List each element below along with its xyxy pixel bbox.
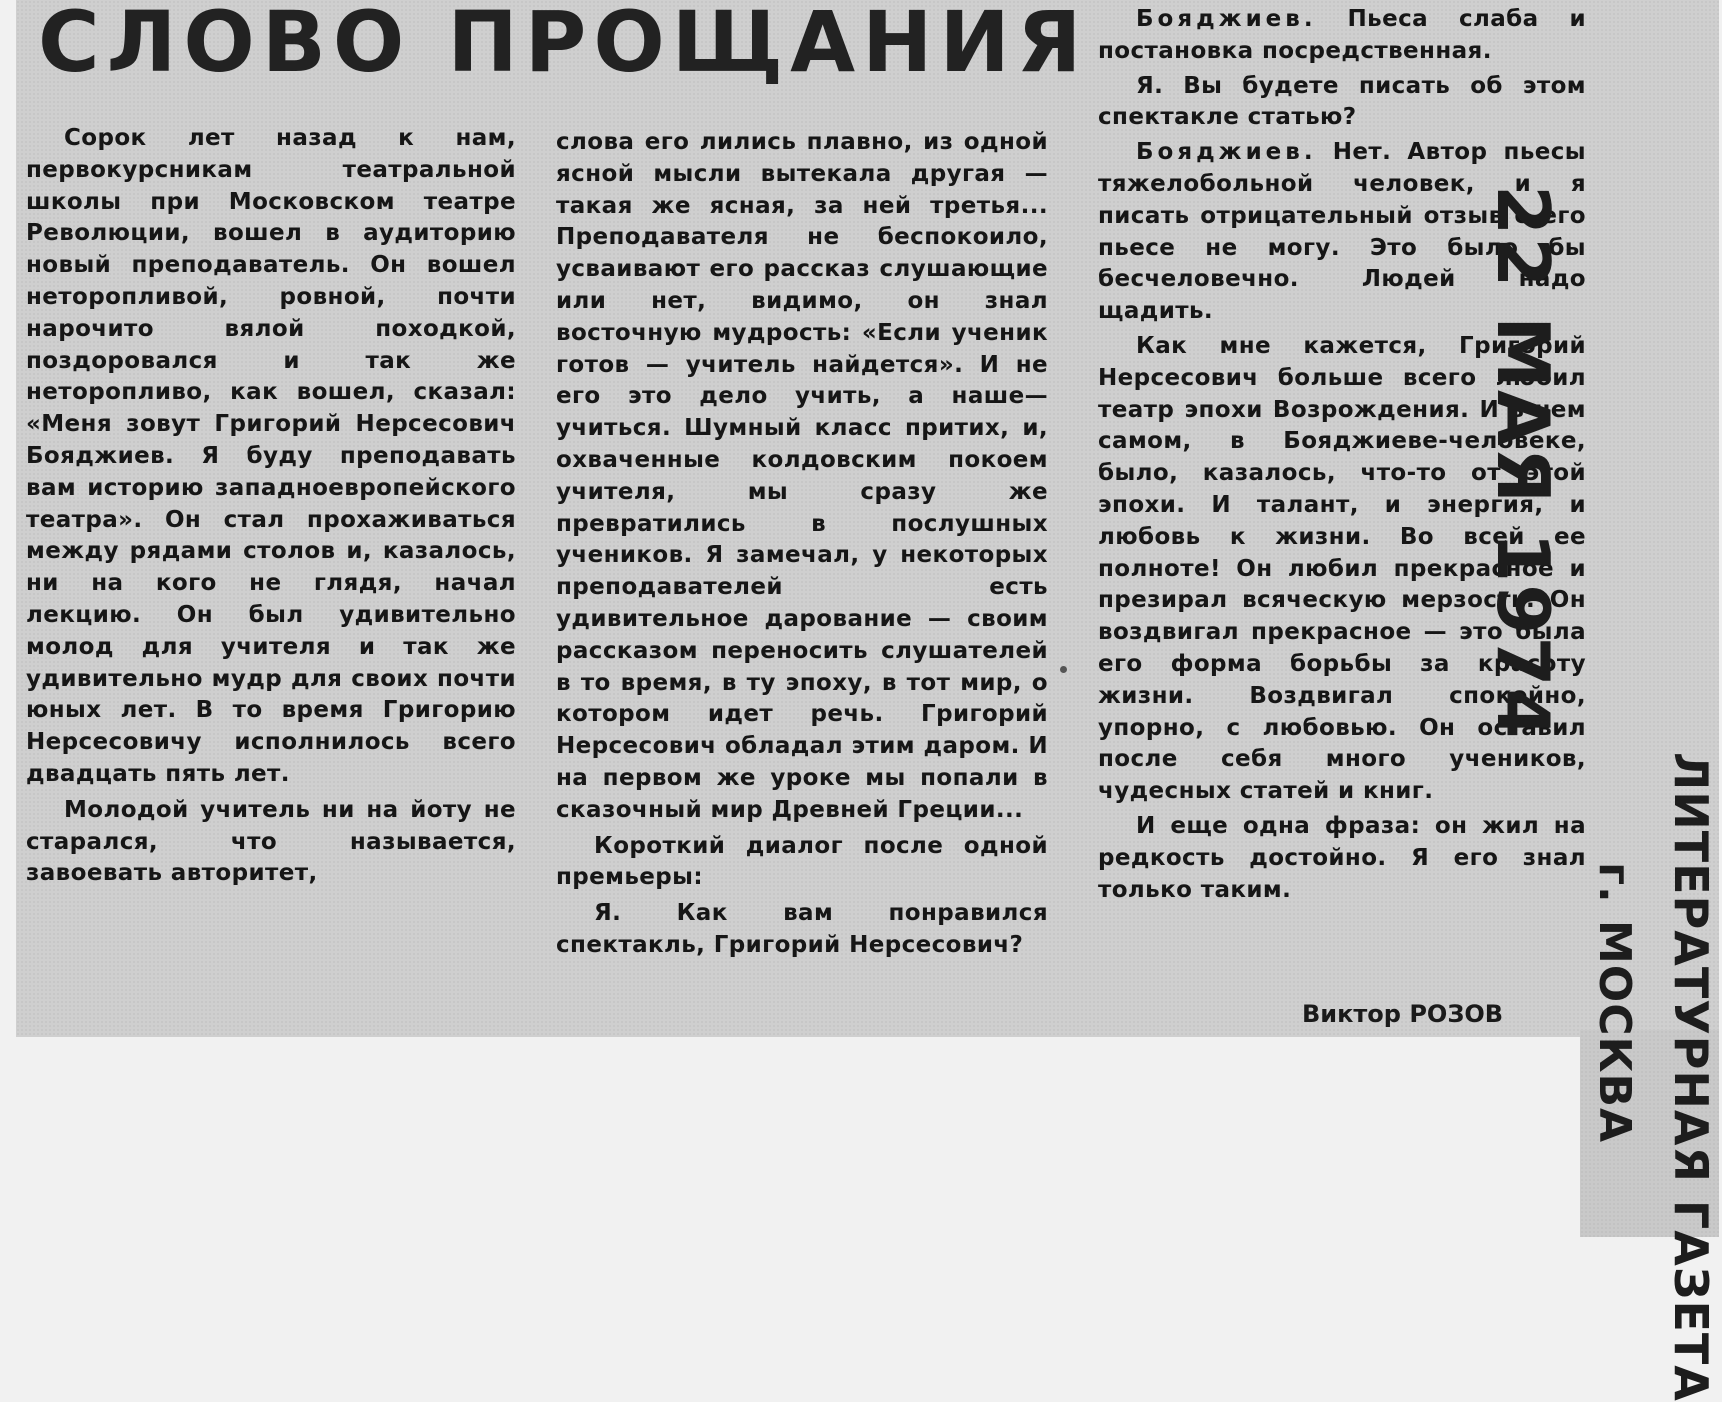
dialogue-text: Нет. Автор пьесы тяжелобольной человек, и я писать отрицательный отзыв о его пьесе не могу. Это было бы бесчеловечно. Людей надо щадить. bbox=[1098, 139, 1586, 325]
article-column-1 bbox=[26, 123, 516, 890]
city-stamp: г. МОСКВА bbox=[1589, 862, 1640, 1144]
paragraph: Как мне кажется, Григорий Нерсесович больше всего любил театр эпохи Возрождения. И в нем самом, в Бояджиеве-человеке, было, казалось, что-то от этой эпохи. И талант, и энергия, и любовь к жизни. Во всей ее полноте! Он любил прекрасное и презирал всяческую мерзость. Он воздвигал прекрасное — это была его форма борьбы за красоту жизни. Воздвигал спокойно, упорно, с любовью. Он оставил после себя много учеников, чудесных статей и книг. bbox=[1098, 332, 1586, 805]
speaker-name: Бояджиев. bbox=[1136, 6, 1317, 32]
dialogue-text: Пьеса слаба и постановка посредственная. bbox=[1098, 6, 1586, 64]
paragraph: Я. Вы будете писать об этом спектакле статью? bbox=[1098, 72, 1586, 131]
paragraph bbox=[1098, 4, 1586, 68]
paragraph: Короткий диалог после одной премьеры: bbox=[556, 832, 1048, 891]
article-column-2 bbox=[556, 127, 1048, 962]
date-stamp: 22 МАЯ 1974 bbox=[1481, 185, 1565, 741]
paragraph: слова его лились плавно, из одной ясной мысли вытекала другая — такая же ясная, за ней третья... Преподавателя не беспокоило, усваивают его рассказ слушающие или нет, видимо, он знал восточную мудрость: «Если ученик готов — учитель найдется». И не его это дело учить, а наше—учиться. Шумный класс притих, и, охваченные колдовским покоем учителя, мы сразу же превратились в послушных учеников. Я замечал, у некоторых преподавателей есть удивительное дарование — своим рассказом переносить слушателей в то время, в ту эпоху, в тот мир, о котором идет речь. Григорий Нерсесович обладал этим даром. И на первом же уроке мы попали в сказочный мир Древней Греции... bbox=[556, 129, 1048, 823]
paragraph: И еще одна фраза: он жил на редкость достойно. Я его знал только таким. bbox=[1098, 812, 1586, 903]
paragraph: Сорок лет назад к нам, первокурсникам театральной школы при Московском театре Революции, вошел в аудиторию новый преподаватель. Он вошел неторопливой, ровной, почти нарочито вялой походкой, поздоровался и так же неторопливо, как вошел, сказал: «Меня зовут Григорий Нерсесович Бояджиев. Я буду преподавать вам историю западноевропейского театра». Он стал прохаживаться между рядами столов и, казалось, ни на кого не глядя, начал лекцию. Он был удивительно молод для учителя и так же удивительно мудр для своих почти юных лет. В то время Григорию Нерсесовичу исполнилось всего двадцать пять лет. bbox=[26, 125, 516, 787]
print-speck bbox=[1060, 666, 1067, 673]
paragraph: Я. Как вам понравился спектакль, Григорий Нерсесович? bbox=[556, 900, 1048, 958]
article-headline: СЛОВО ПРОЩАНИЯ bbox=[38, 0, 1089, 91]
newspaper-name-stamp: ЛИТЕРАТУРНАЯ ГАЗЕТА bbox=[1664, 752, 1718, 1402]
speaker-name: Бояджиев. bbox=[1136, 139, 1317, 166]
paragraph: Молодой учитель ни на йоту не старался, что называется, завоевать авторитет, bbox=[26, 796, 516, 887]
author-signature: Виктор РОЗОВ bbox=[1302, 1000, 1504, 1028]
